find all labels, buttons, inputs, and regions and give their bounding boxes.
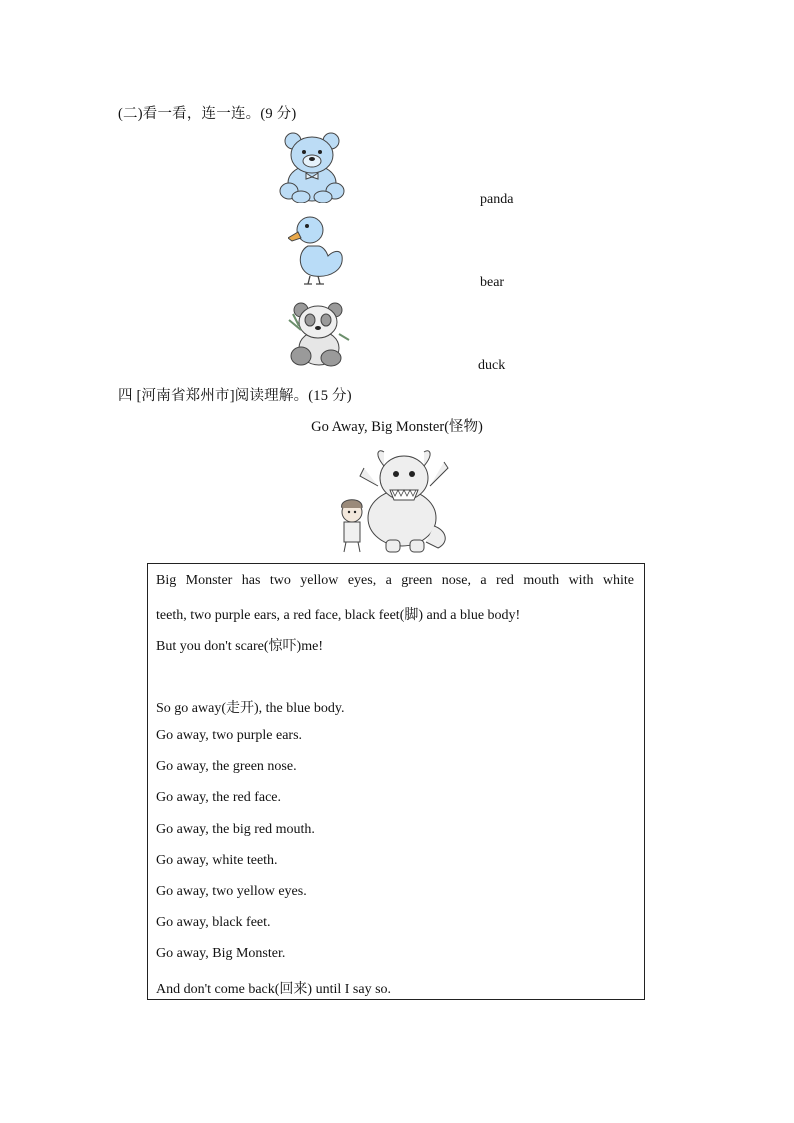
story-line: Go away, black feet. <box>156 915 271 930</box>
section-2-heading: (二)看一看，连一连。(9 分) <box>118 106 297 122</box>
story-line: Go away, the green nose. <box>156 759 297 774</box>
story-line: Go away, white teeth. <box>156 853 278 868</box>
story-line: But you don't scare(惊吓)me! <box>156 639 323 654</box>
story-line: Go away, two purple ears. <box>156 728 303 743</box>
panda-icon <box>287 300 351 370</box>
story-line: Go away, the big red mouth. <box>156 822 315 837</box>
story-line: Big Monster has two yellow eyes, a green nose, a red mouth with white <box>156 573 634 588</box>
story-line: Go away, the red face. <box>156 790 282 805</box>
duck-icon <box>288 212 346 286</box>
teddy-bear-icon <box>279 131 345 203</box>
section-4-heading: 四 [河南省郑州市]阅读理解。(15 分) <box>118 388 352 404</box>
story-line: Go away, two yellow eyes. <box>156 884 307 899</box>
word-duck: duck <box>478 358 506 373</box>
story-box <box>147 563 645 1000</box>
story-line: Go away, Big Monster. <box>156 946 286 961</box>
word-bear: bear <box>480 275 505 290</box>
story-line: So go away(走开), the blue body. <box>156 701 345 716</box>
word-panda: panda <box>480 192 514 207</box>
story-line: teeth, two purple ears, a red face, black feet(脚) and a blue body! <box>156 608 521 623</box>
girl-and-monster-illustration <box>330 446 454 556</box>
story-title: Go Away, Big Monster(怪物) <box>311 419 483 435</box>
story-line: And don't come back(回来) until I say so. <box>156 982 392 997</box>
